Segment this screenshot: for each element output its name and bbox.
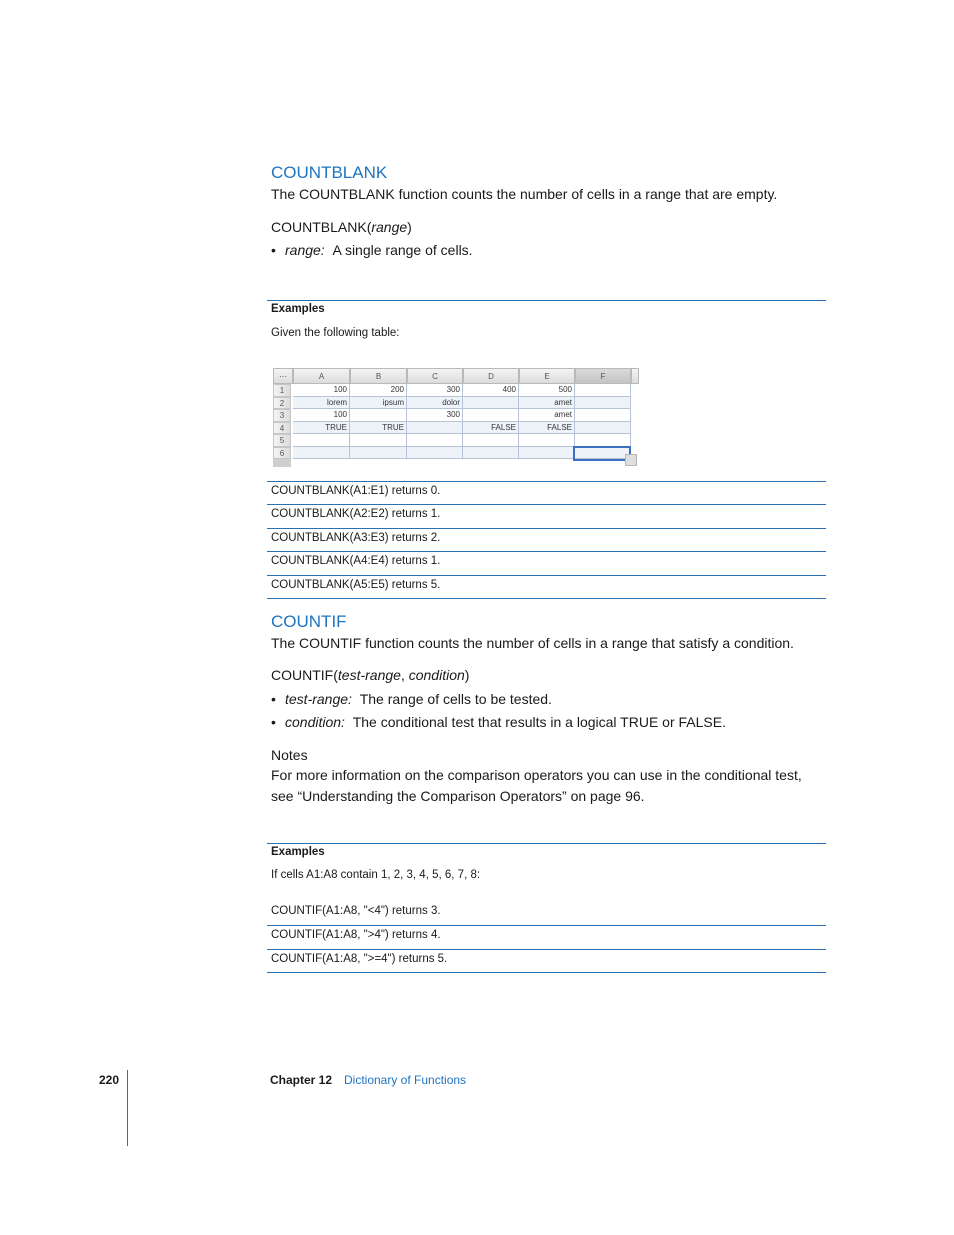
footer-divider: [127, 1070, 128, 1146]
row-header: 3: [273, 409, 291, 422]
countif-syntax-arg2: condition: [408, 667, 465, 683]
sheet-cell: TRUE: [293, 422, 350, 435]
result-divider: [267, 925, 826, 926]
countblank-title: COUNTBLANK: [271, 163, 388, 182]
sheet-cell: [575, 422, 631, 435]
sheet-cell: FALSE: [463, 422, 519, 435]
row-header: 4: [273, 422, 291, 435]
sheet-cell: amet: [519, 409, 575, 422]
selected-cell: [573, 446, 631, 461]
sheet-cell: [575, 434, 631, 447]
spreadsheet-table: [273, 368, 639, 468]
sheet-cell: [350, 409, 407, 422]
sheet-cell: [407, 447, 463, 460]
sheet-cell: TRUE: [350, 422, 407, 435]
arg-desc: The range of cells to be tested.: [359, 691, 552, 707]
sheet-cell: [575, 384, 631, 397]
result-row: COUNTBLANK(A1:E1) returns 0.: [271, 485, 441, 497]
result-row: COUNTBLANK(A5:E5) returns 5.: [271, 579, 441, 591]
column-header: F: [575, 368, 631, 384]
result-divider: [267, 972, 826, 973]
countif-syntax-name: COUNTIF: [271, 667, 334, 683]
given-table-text: Given the following table:: [271, 327, 400, 339]
row-header: 5: [273, 434, 291, 447]
sheet-cell: 400: [463, 384, 519, 397]
row-header: 1: [273, 384, 291, 397]
countif-syntax-arg1: test-range: [337, 667, 401, 683]
sheet-footer: [273, 459, 291, 467]
result-divider: [267, 551, 826, 552]
column-resize-handle: [631, 368, 639, 384]
result-row: COUNTIF(A1:A8, "<4") returns 3.: [271, 905, 441, 917]
arg-name: test-range:: [285, 691, 352, 707]
sheet-cell: 300: [407, 384, 463, 397]
sheet-cell: [463, 434, 519, 447]
result-row: COUNTBLANK(A4:E4) returns 1.: [271, 555, 441, 567]
countif-description: The COUNTIF function counts the number of cells in a range that satisfy a condition.: [271, 635, 794, 651]
corner-cell: ⋯: [273, 368, 293, 384]
sheet-cell: [407, 422, 463, 435]
sheet-cell: [575, 409, 631, 422]
notes-line: see “Understanding the Comparison Operators” on page 96.: [271, 788, 645, 804]
countblank-syntax-arg: range: [371, 219, 408, 235]
notes-heading: Notes: [271, 747, 308, 763]
sheet-cell: [350, 447, 407, 460]
column-header: E: [519, 368, 575, 384]
column-header: D: [463, 368, 519, 384]
examples-heading: Examples: [271, 303, 325, 315]
countif-arg-condition: • condition: The conditional test that results in a logical TRUE or FALSE.: [271, 714, 726, 730]
countblank-syntax: COUNTBLANK(range): [271, 219, 412, 235]
arg-desc: A single range of cells.: [332, 242, 473, 258]
sheet-cell: 100: [293, 409, 350, 422]
countblank-arg-range: • range: A single range of cells.: [271, 242, 473, 258]
result-divider: [267, 949, 826, 950]
sheet-cell: [463, 447, 519, 460]
sheet-cell: dolor: [407, 397, 463, 410]
sheet-cell: amet: [519, 397, 575, 410]
given-cells-text: If cells A1:A8 contain 1, 2, 3, 4, 5, 6, 7, 8:: [271, 869, 481, 881]
countblank-description: The COUNTBLANK function counts the number of cells in a range that are empty.: [271, 186, 778, 202]
row-header: 6: [273, 447, 291, 460]
sheet-cell: 100: [293, 384, 350, 397]
notes-line: For more information on the comparison operators you can use in the conditional test,: [271, 767, 802, 783]
sheet-cell: 300: [407, 409, 463, 422]
examples-divider: [267, 300, 826, 301]
countif-syntax: COUNTIF(test-range, condition): [271, 667, 470, 683]
result-divider: [267, 528, 826, 529]
sheet-cell: [293, 447, 350, 460]
result-row: COUNTBLANK(A2:E2) returns 1.: [271, 508, 441, 520]
sheet-cell: [463, 397, 519, 410]
page-number: 220: [99, 1073, 120, 1087]
sheet-cell: [575, 397, 631, 410]
countif-syntax-sep: ,: [400, 667, 409, 683]
chapter-title-link[interactable]: Dictionary of Functions: [344, 1073, 467, 1087]
result-row: COUNTIF(A1:A8, ">=4") returns 5.: [271, 953, 448, 965]
sheet-cell: [293, 434, 350, 447]
result-divider: [267, 575, 826, 576]
examples-heading: Examples: [271, 846, 325, 858]
resize-handle-icon: [625, 454, 637, 466]
arg-desc: The conditional test that results in a logical TRUE or FALSE.: [352, 714, 726, 730]
column-header: C: [407, 368, 463, 384]
countif-title: COUNTIF: [271, 612, 347, 631]
countif-arg-test-range: • test-range: The range of cells to be tested.: [271, 691, 552, 707]
result-row: COUNTIF(A1:A8, ">4") returns 4.: [271, 929, 441, 941]
column-header: B: [350, 368, 407, 384]
result-divider: [267, 504, 826, 505]
result-divider: [267, 481, 826, 482]
sheet-cell: lorem: [293, 397, 350, 410]
arg-name: condition:: [285, 714, 345, 730]
result-divider: [267, 598, 826, 599]
row-header: 2: [273, 397, 291, 410]
sheet-cell: 500: [519, 384, 575, 397]
sheet-cell: [350, 434, 407, 447]
sheet-cell: [519, 447, 575, 460]
result-row: COUNTBLANK(A3:E3) returns 2.: [271, 532, 441, 544]
sheet-cell: 200: [350, 384, 407, 397]
examples-divider: [267, 843, 826, 844]
sheet-cell: [519, 434, 575, 447]
countblank-syntax-name: COUNTBLANK: [271, 219, 367, 235]
sheet-cell: [463, 409, 519, 422]
sheet-cell: ipsum: [350, 397, 407, 410]
arg-name: range:: [285, 242, 325, 258]
sheet-cell: FALSE: [519, 422, 575, 435]
chapter-label: Chapter 12: [270, 1073, 333, 1087]
column-header: A: [293, 368, 350, 384]
sheet-cell: [407, 434, 463, 447]
